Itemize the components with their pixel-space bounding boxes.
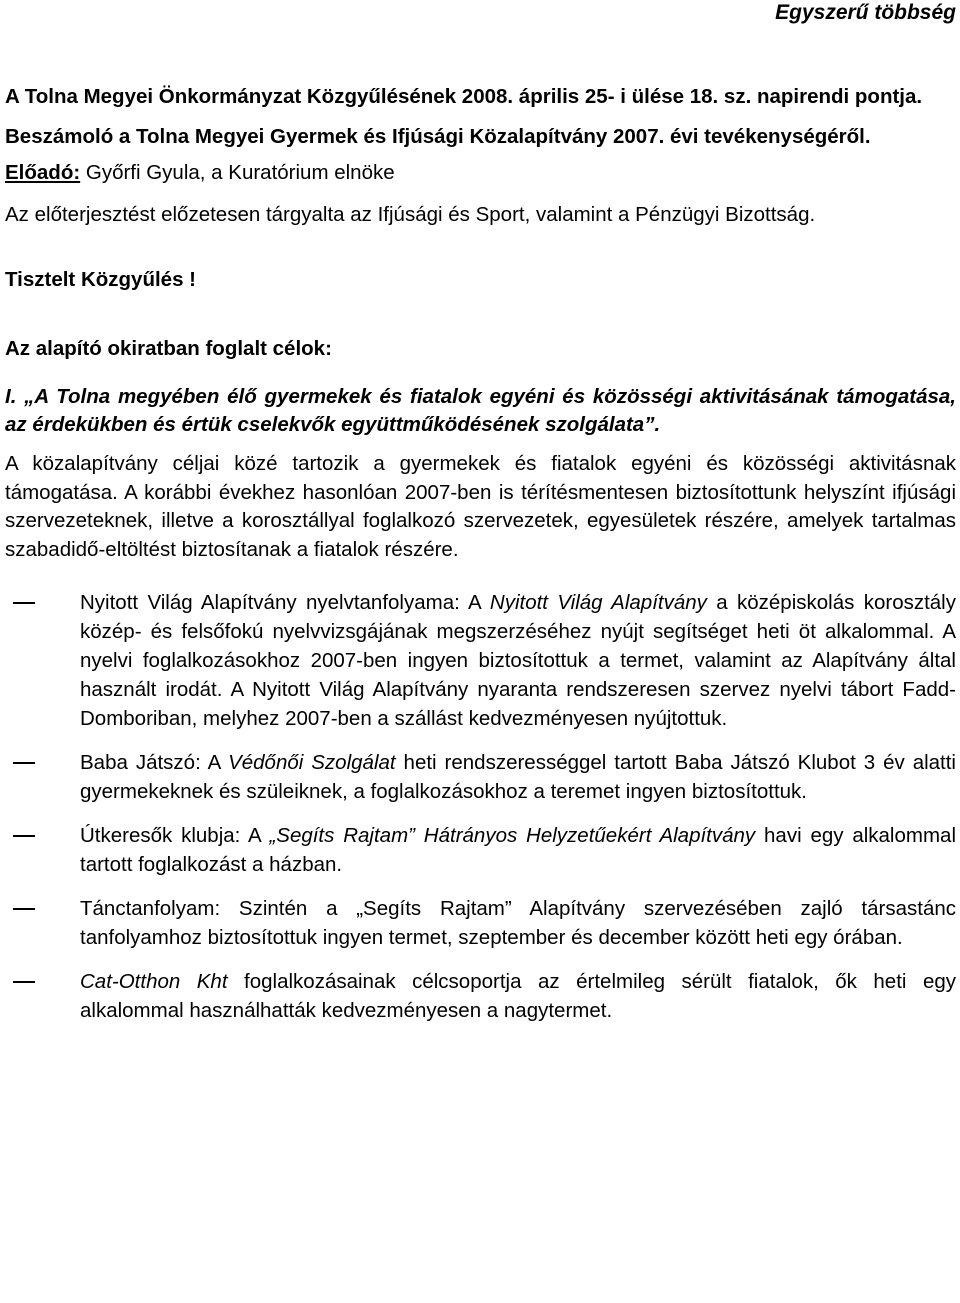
dash-bullet-icon (13, 908, 35, 910)
goals-heading: Az alapító okiratban foglalt célok: (5, 337, 332, 360)
dash-bullet-icon (13, 981, 35, 983)
vote-type-label: Egyszerű többség (775, 1, 956, 24)
list-item-emphasis: Nyitott Világ Alapítvány (489, 591, 707, 614)
speaker-name: Győrfi Gyula, a Kuratórium elnöke (80, 161, 395, 184)
preliminary-review: Az előterjesztést előzetesen tárgyalta az Ifjúsági és Sport, valamint a Pénzügyi Bizottság. (5, 203, 816, 226)
activity-list (5, 588, 956, 1025)
list-item (5, 894, 956, 952)
intro-paragraph: A közalapítvány céljai közé tartozik a gyermekek és fiatalok egyéni és közösségi aktivitásnak támogatása. A korábbi évekhez hasonlóan 2007-ben is térítésmentesen biztosítottunk helyszínt ifjúsági szervezeteknek, illetve a korosztállyal foglalkozó szervezetek, egyesületek részére, amelyek tartalmas szabadidő-eltöltést biztosítanak a fiatalok részére. (5, 452, 956, 561)
list-item-text: Tánctanfolyam: Szintén a „Segíts Rajtam” Alapítvány szervezésében zajló társastánc tanfolyamhoz biztosítottuk ingyen termet, szeptember és december között heti egy órában. (80, 897, 956, 949)
list-item-text: heti rendszerességgel tartott Baba Játszó Klubot 3 év alatti gyermekeknek és szüleiknek, a foglalkozásokhoz a teremet ingyen biztosítottuk. (80, 751, 956, 803)
subject-title: Beszámoló a Tolna Megyei Gyermek és Ifjúsági Közalapítvány 2007. évi tevékenységéről. (5, 125, 871, 148)
list-item-text: Baba Játszó: A (80, 751, 229, 774)
list-item (5, 748, 956, 806)
list-item (5, 821, 956, 879)
dash-bullet-icon (13, 835, 35, 837)
list-item-text: Nyitott Világ Alapítvány nyelvtanfolyama: A (80, 591, 490, 614)
speaker-line (5, 158, 956, 187)
list-item-emphasis: „Segíts Rajtam” Hátrányos Helyzetűekért Alapítvány (269, 824, 756, 847)
list-item (5, 588, 956, 733)
dash-bullet-icon (13, 602, 35, 604)
greeting: Tisztelt Közgyűlés ! (5, 268, 196, 291)
list-item-emphasis: Cat-Otthon Kht (80, 970, 228, 993)
dash-bullet-icon (13, 762, 35, 764)
list-item-text: foglalkozásainak célcsoportja az értelmileg sérült fiatalok, ők heti egy alkalommal használhatták kedvezményesen a nagytermet. (80, 970, 956, 1022)
list-item-text: a középiskolás korosztály közép- és felsőfokú nyelvvizsgájának megszerzéséhez nyújt segítséget heti öt alkalommal. A nyelvi foglalkozásokhoz 2007-ben ingyen biztosítottuk a termet, valamint az Alapítvány által használt irodát. A Nyitott Világ Alapítvány nyaranta rendszeresen szervez nyelvi tábort Fadd-Domboriban, melyhez 2007-ben a szállást kedvezményesen nyújtottuk. (80, 591, 956, 730)
speaker-label: Előadó: (5, 161, 81, 184)
list-item (5, 967, 956, 1025)
goal-one: I. „A Tolna megyében élő gyermekek és fiatalok egyéni és közösségi aktivitásának támogatása, az érdekükben és értük cselekvők együttműködésének szolgálata”. (5, 385, 956, 436)
document-page (5, 0, 956, 1046)
agenda-item: A Tolna Megyei Önkormányzat Közgyűlésének 2008. április 25- i ülése 18. sz. napirendi pontja. (5, 85, 923, 108)
list-item-text: havi egy alkalommal tartott foglalkozást a házban. (80, 824, 956, 876)
list-item-text: Útkeresők klubja: A (80, 824, 270, 847)
list-item-emphasis: Védőnői Szolgálat (228, 751, 396, 774)
